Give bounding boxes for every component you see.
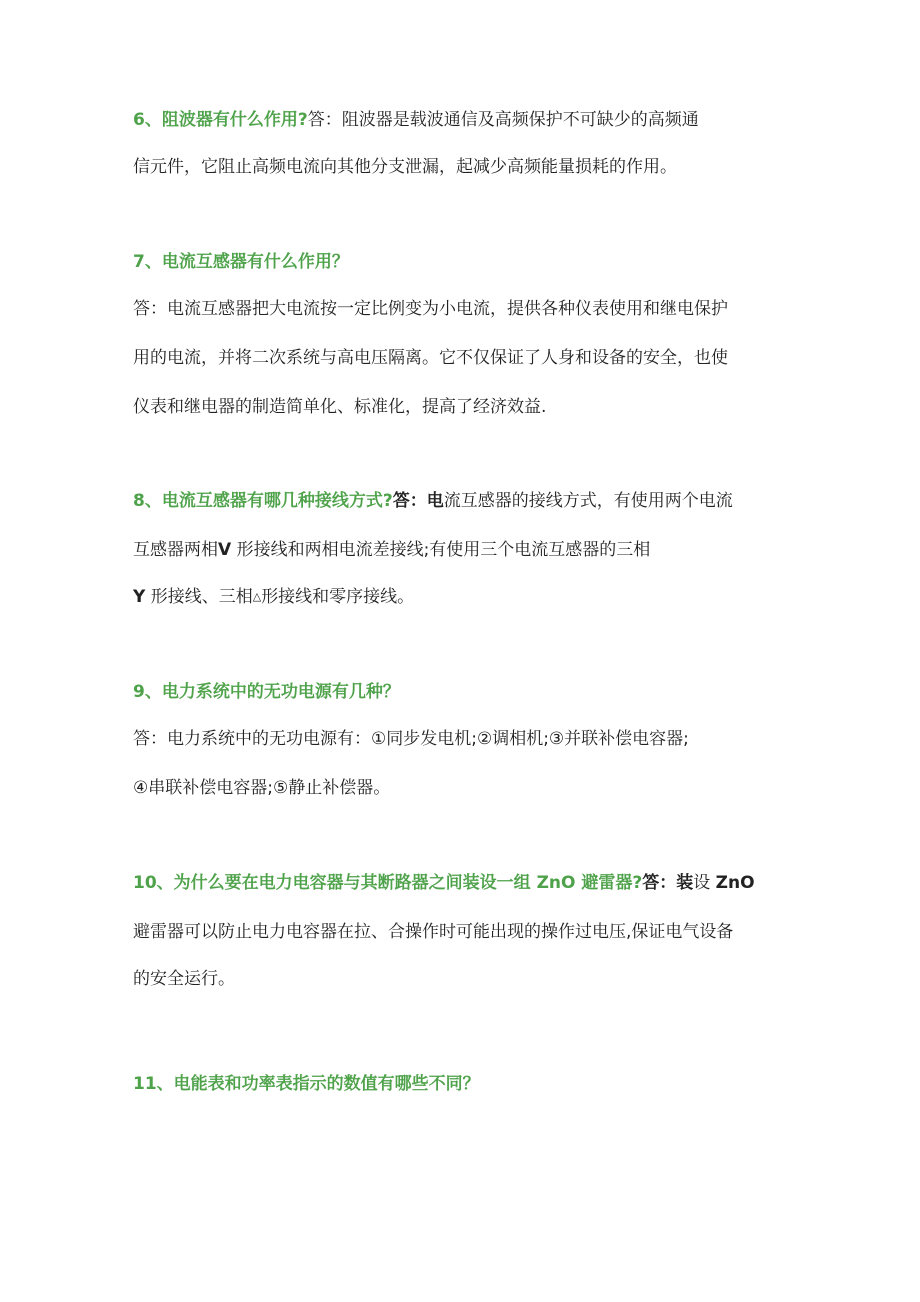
answer-9-line-1: 答：电力系统中的无功电源有：①同步发电机;②调相机;③并联补偿电容器; (133, 729, 689, 749)
answer-8-line-3 (133, 585, 414, 609)
answer-10-text-a: 设 (693, 873, 716, 893)
answer-7-line-2: 用的电流，并将二次系统与高电压隔离。它不仅保证了人身和设备的安全，也使 (133, 348, 728, 368)
answer-7-line-1: 答：电流互感器把大电流按一定比例变为小电流，提供各种仪表使用和继电保护 (133, 299, 728, 319)
answer-10-line-2: 避雷器可以防止电力电容器在拉、合操作时可能出现的操作过电压,保证电气设备 (133, 922, 734, 942)
question-10: 10、为什么要在电力电容器与其断路器之间装设一组 ZnO 避雷器? (133, 873, 643, 893)
qa-8-line-1 (133, 489, 733, 513)
question-11: 11、电能表和功率表指示的数值有哪些不同？ (133, 1074, 480, 1094)
answer-9-line-2: ④串联补偿电容器;⑤静止补偿器。 (133, 778, 391, 798)
answer-8-line-1: 流互感器的接线方式，有使用两个电流 (443, 491, 733, 511)
question-8: 8、电流互感器有哪几种接线方式? (133, 491, 393, 511)
answer-8-text-a: 互感器两相 (133, 540, 218, 560)
answer-8-bold-lead: 答：电 (392, 491, 444, 511)
answer-8-text-c: 形接线、三相 (145, 587, 253, 607)
answer-7-line-3: 仪表和继电器的制造简单化、标准化，提高了经济效益. (133, 397, 547, 417)
answer-10-zno: ZnO (715, 873, 755, 893)
answer-10-line-3: 的安全运行。 (133, 969, 235, 989)
answer-8-line-2 (133, 538, 650, 562)
question-7: 7、电流互感器有什么作用？ (133, 252, 349, 272)
answer-10-bold-lead: 答：装 (642, 873, 694, 893)
qa-6-line-1 (133, 108, 699, 132)
answer-6-line-1: 答：阻波器是载波通信及高频保护不可缺少的高频通 (307, 110, 699, 130)
answer-8-y-symbol: Y (133, 587, 146, 607)
answer-6-line-2: 信元件，它阻止高频电流向其他分支泄漏，起减少高频能量损耗的作用。 (133, 157, 677, 177)
answer-8-text-d: 形接线和零序接线。 (261, 587, 415, 607)
question-6: 6、阻波器有什么作用? (133, 110, 308, 130)
answer-8-text-b: 形接线和两相电流差接线;有使用三个电流互感器的三相 (231, 540, 651, 560)
question-9: 9、电力系统中的无功电源有几种？ (133, 682, 400, 702)
qa-10-line-1 (133, 871, 755, 895)
delta-symbol: △ (252, 590, 262, 603)
answer-8-v-symbol: V (218, 540, 232, 560)
